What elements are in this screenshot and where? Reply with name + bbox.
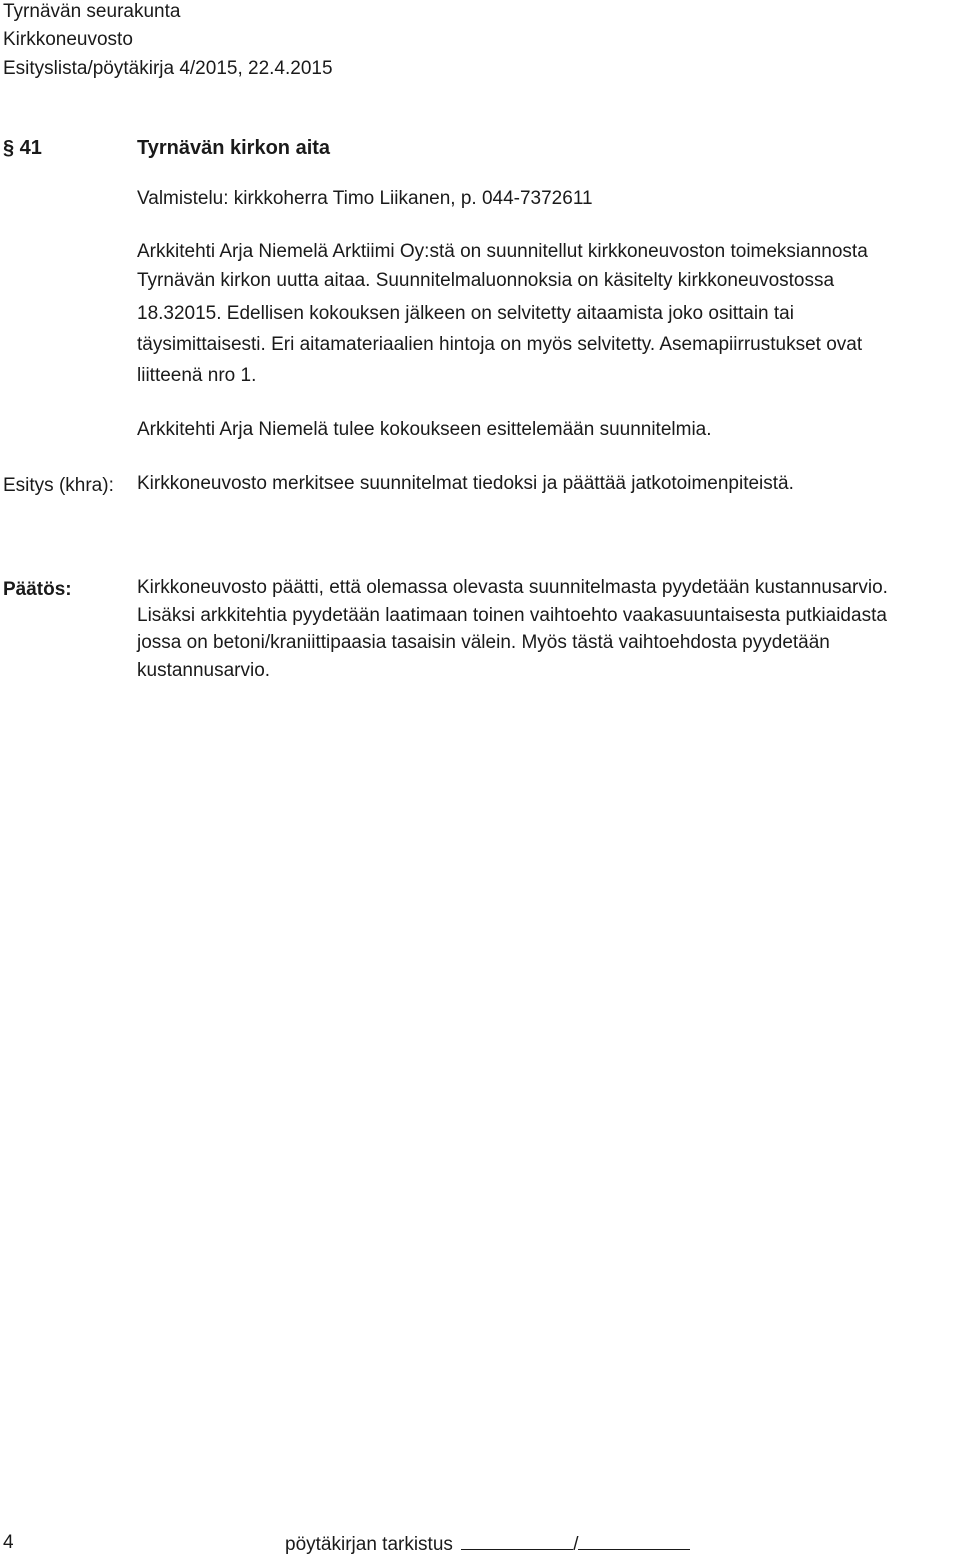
footer-check-label: pöytäkirjan tarkistus [285,1534,453,1555]
background-line-3: 18.32015. Edellisen kokouksen jälkeen on selvitetty aitaamista joko osittain tai [137,303,794,324]
background-line-5: liitteenä nro 1. [137,365,257,386]
background-line-2: Tyrnävän kirkon uutta aitaa. Suunnitelmaluonnoksia on käsitelty kirkkoneuvostossa [137,270,835,291]
header-meeting: Esityslista/pöytäkirja 4/2015, 22.4.2015 [3,58,333,79]
decision-line-4: kustannusarvio. [137,660,271,681]
signature-blank-2 [578,1531,690,1550]
footer-separator: / [573,1534,579,1555]
presentation-note: Arkkitehti Arja Niemelä tulee kokoukseen esittelemään suunnitelmia. [137,419,712,440]
header-body: Kirkkoneuvosto [3,29,133,50]
background-line-4: täysimittaisesti. Eri aitamateriaalien hintoja on myös selvitetty. Asemapiirrustukset ovat [137,334,863,355]
proposal-label: Esitys (khra): [3,475,114,496]
signature-blank-1 [461,1531,573,1550]
footer-check-line [285,1531,690,1557]
decision-label: Päätös: [3,579,72,600]
header-organization: Tyrnävän seurakunta [3,1,181,22]
section-number: § 41 [3,137,42,159]
background-line-1: Arkkitehti Arja Niemelä Arktiimi Oy:stä on suunnitellut kirkkoneuvoston toimeksiannosta [137,241,868,262]
decision-line-1: Kirkkoneuvosto päätti, että olemassa olevasta suunnitelmasta pyydetään kustannusarvio. [137,577,888,598]
decision-line-3: jossa on betoni/kraniittipaasia tasaisin välein. Myös tästä vaihtoehdosta pyydetään [137,632,830,653]
page-number: 4 [3,1532,14,1553]
preparation-line: Valmistelu: kirkkoherra Timo Liikanen, p. 044-7372611 [137,188,593,209]
proposal-text: Kirkkoneuvosto merkitsee suunnitelmat tiedoksi ja päättää jatkotoimenpiteistä. [137,473,794,494]
decision-line-2: Lisäksi arkkitehtia pyydetään laatimaan toinen vaihtoehto vaakasuuntaisesta putkiaidasta [137,605,887,626]
section-title: Tyrnävän kirkon aita [137,137,331,159]
